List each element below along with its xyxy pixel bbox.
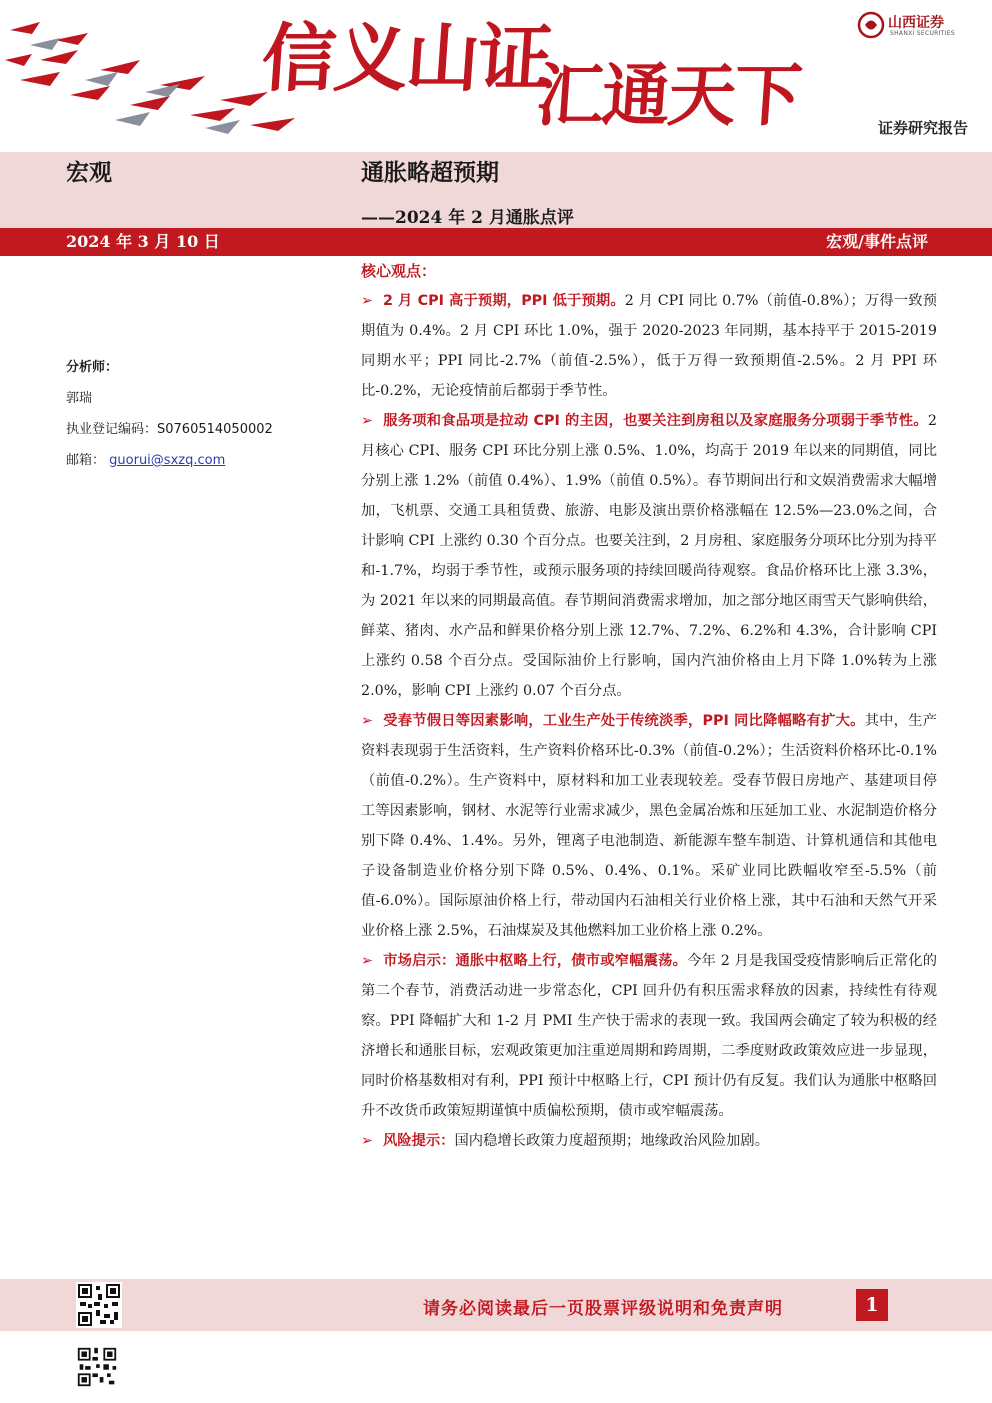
bullet-text: 国内稳增长政策力度超预期；地缘政治风险加剧。 bbox=[454, 1133, 769, 1149]
email-link[interactable]: guorui@sxzq.com bbox=[109, 453, 226, 468]
flying-arrows-decoration bbox=[0, 0, 300, 150]
email-row bbox=[66, 449, 225, 468]
bullet-highlight: 2 月 CPI 高于预期，PPI 低于预期。 bbox=[382, 293, 625, 309]
slogan-part2: 汇通天下 bbox=[533, 56, 803, 136]
bullet-text: 2 月 CPI 同比 0.7%（前值-0.8%）；万得一致预期值为 0.4%。2 月 CPI 环比 1.0%，强于 2020-2023 年同期，基本持平于 2015-2019 同期水平；PPI 同比-2.7%（前值-2.5%），低于万得一致预期值-2.5%。2 月 PPI 环比-0.2%，无论疫情前后都弱于季节性。 bbox=[361, 293, 937, 399]
company-name-en: SHANXI SECURITIES bbox=[890, 30, 955, 37]
bullet-paragraph bbox=[361, 286, 937, 406]
qr-code-icon bbox=[76, 1346, 118, 1388]
arrow-bullet-icon: ➢ bbox=[361, 713, 373, 729]
bullet-highlight: 市场启示：通胀中枢略上行，债市或窄幅震荡。 bbox=[382, 953, 688, 969]
email-label: 邮箱： bbox=[66, 453, 106, 468]
company-name: 山西证券 bbox=[888, 15, 944, 31]
bullet-text: 2 月核心 CPI、服务 CPI 环比分别上涨 0.5%、1.0%，均高于 2019 年以来的同期值，同比分别上涨 1.2%（前值 0.4%）、1.9%（前值 0.5%）。春节期间出行和文娱消费需求大幅增加，飞机票、交通工具租赁费、旅游、电影及演出票价格涨幅在 12.5%—23.0%之间，合计影响 CPI 上涨约 0.30 个百分点。也要关注到，2 月房租、家庭服务分项环比分别为持平和-1.7%，均弱于季节性，或预示服务项的持续回暖尚待观察。食品价格环比上涨 3.3%，为 2021 年以来的同期最高值。春节期间消费需求增加，加之部分地区雨雪天气影响供给，鲜菜、猪肉、水产品和鲜果价格分别上涨 12.7%、7.2%、6.2%和 4.3%，合计影响 CPI 上涨约 0.58 个百分点。受国际油价上行影响，国内汽油价格由上月下降 1.0%转为上涨 2.0%，影响 CPI 上涨约 0.07 个百分点。 bbox=[361, 413, 937, 699]
report-category: 宏观/事件点评 bbox=[826, 232, 928, 251]
bullet-highlight: 服务项和食品项是拉动 CPI 的主因，也要关注到房租以及家庭服务分项弱于季节性。 bbox=[382, 413, 928, 429]
report-subtitle: ——2024 年 2 月通胀点评 bbox=[361, 208, 574, 228]
report-title: 通胀略超预期 bbox=[361, 160, 499, 186]
bullet-text: 今年 2 月是我国受疫情影响后正常化的第二个春节，消费活动进一步常态化，CPI 回升仍有积压需求释放的因素，持续性有待观察。PPI 降幅扩大和 1-2 月 PMI 生产快于需求的表现一致。我国两会确定了较为积极的经济增长和通胀目标，宏观政策更加注重逆周期和跨周期，二季度财政政策效应进一步显现，同时价格基数相对有利，PPI 预计中枢略上行，CPI 预计仍有反复。我们认为通胀中枢略回升不改货币政策短期谨慎中质偏松预期，债市或窄幅震荡。 bbox=[361, 953, 937, 1119]
page-number: 1 bbox=[856, 1289, 888, 1321]
core-viewpoints-heading: 核心观点： bbox=[361, 262, 437, 280]
arrow-bullet-icon: ➢ bbox=[361, 413, 373, 429]
analyst-name: 郭瑞 bbox=[66, 391, 93, 406]
bullet-highlight: 风险提示： bbox=[382, 1133, 455, 1149]
disclaimer-text: 请务必阅读最后一页股票评级说明和免责声明 bbox=[423, 1299, 783, 1319]
arrow-bullet-icon: ➢ bbox=[361, 1133, 373, 1149]
bullet-highlight: 受春节假日等因素影响，工业生产处于传统淡季，PPI 同比降幅略有扩大。 bbox=[382, 713, 865, 729]
bullet-paragraph bbox=[361, 946, 937, 1126]
arrow-bullet-icon: ➢ bbox=[361, 953, 373, 969]
core-viewpoints bbox=[361, 286, 937, 1156]
bullet-paragraph bbox=[361, 1126, 937, 1156]
section-label: 宏观 bbox=[66, 160, 112, 186]
bullet-text: 其中，生产资料表现弱于生活资料，生产资料价格环比-0.3%（前值-0.2%）；生活资料价格环比-0.1%（前值-0.2%）。生产资料中，原材料和加工业表现较差。受春节假日房地产、基建项目停工等因素影响，钢材、水泥等行业需求减少，黑色金属冶炼和压延加工业、水泥制造价格分别下降 0.4%、1.4%。另外，锂离子电池制造、新能源车整车制造、计算机通信和其他电子设备制造业价格分别下降 0.5%、0.4%、0.1%。采矿业同比跌幅收窄至-5.5%（前值-6.0%）。国际原油价格上行，带动国内石油相关行业价格上涨，其中石油和天然气开采业价格上涨 2.5%，石油煤炭及其他燃料加工业价格上涨 0.2%。 bbox=[361, 713, 937, 939]
slogan-part1: 信义山证 bbox=[258, 16, 554, 102]
report-date: 2024 年 3 月 10 日 bbox=[66, 232, 220, 251]
registration-code: 执业登记编码：S0760514050002 bbox=[66, 422, 273, 437]
bullet-paragraph bbox=[361, 406, 937, 706]
arrow-bullet-icon: ➢ bbox=[361, 293, 373, 309]
report-type: 证券研究报告 bbox=[877, 119, 968, 137]
bullet-paragraph bbox=[361, 706, 937, 946]
analyst-label: 分析师： bbox=[66, 360, 119, 375]
qr-code-icon bbox=[76, 1282, 122, 1328]
